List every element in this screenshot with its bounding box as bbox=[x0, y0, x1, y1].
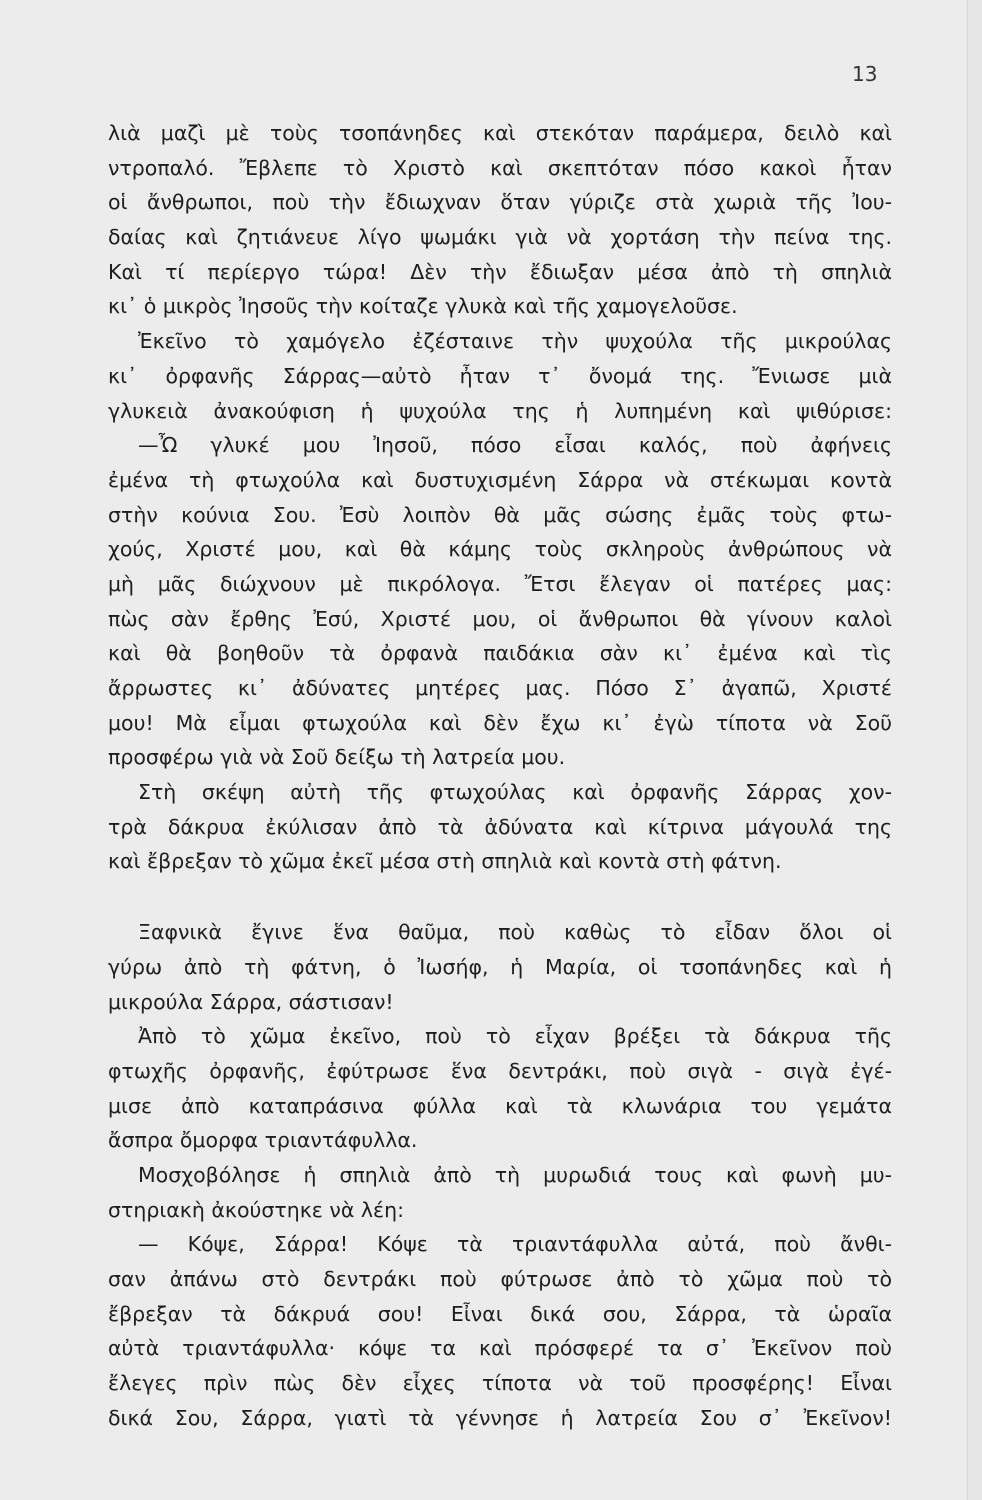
text-line: σαν ἀπάνω στὸ δεντράκι ποὺ φύτρωσε ἀπὸ τὸ χῶμα ποὺ τὸ bbox=[108, 1267, 892, 1291]
text-line: πὼς σὰν ἔρθης Ἐσύ, Χριστέ μου, οἱ ἄνθρωποι θὰ γίνουν καλοὶ bbox=[108, 606, 892, 631]
text-line: δικά Σου, Σάρρα, γιατὶ τὰ γέννησε ἡ λατρεία Σου σ᾽ Ἐκεῖνον! bbox=[108, 1405, 892, 1430]
text-line: στηριακὴ ἀκούστηκε νὰ λέη: bbox=[108, 1197, 404, 1222]
text-line: Μοσχοβόλησε ἡ σπηλιὰ ἀπὸ τὴ μυρωδιά τους καὶ φωνὴ μυ- bbox=[138, 1162, 892, 1187]
text-line: Στὴ σκέψη αὐτὴ τῆς φτωχούλας καὶ ὀρφανῆς Σάρρας χον- bbox=[138, 780, 892, 805]
text-line: — Κόψε, Σάρρα! Κόψε τὰ τριαντάφυλλα αὐτά, ποὺ ἄνθι- bbox=[138, 1232, 892, 1257]
text-line: φτωχῆς ὀρφανῆς, ἐφύτρωσε ἕνα δεντράκι, ποὺ σιγὰ - σιγὰ ἐγέ- bbox=[108, 1058, 892, 1083]
text-line: προσφέρω γιὰ νὰ Σοῦ δείξω τὴ λατρεία μου. bbox=[108, 745, 566, 770]
text-line: Ἐκεῖνο τὸ χαμόγελο ἐζέσταινε τὴν ψυχούλα τῆς μικρούλας bbox=[138, 329, 892, 354]
text-line: ἔλεγες πρὶν πὼς δὲν εἶχες τίποτα νὰ τοῦ προσφέρης! Εἶναι bbox=[108, 1371, 892, 1396]
text-line: Ξαφνικὰ ἔγινε ἕνα θαῦμα, ποὺ καθὼς τὸ εἶδαν ὅλοι οἱ bbox=[138, 920, 892, 945]
text-line: μὴ μᾶς διώχνουν μὲ πικρόλογα. Ἔτσι ἔλεγαν οἱ πατέρες μας: bbox=[108, 571, 892, 596]
text-line: ἄσπρα ὄμορφα τριαντάφυλλα. bbox=[108, 1128, 418, 1153]
section-gap bbox=[108, 879, 892, 915]
text-line: ἔβρεξαν τὰ δάκρυά σου! Εἶναι δικά σου, Σάρρα, τὰ ὡραῖα bbox=[108, 1301, 892, 1326]
text-line: κι᾽ ὀρφανῆς Σάρρας—αὐτὸ ἦταν τ᾽ ὄνομά της. Ἔνιωσε μιὰ bbox=[108, 363, 892, 388]
text-line: —Ὦ γλυκέ μου Ἰησοῦ, πόσο εἶσαι καλός, ποὺ ἀφήνεις bbox=[138, 433, 892, 458]
text-line: λιὰ μαζὶ μὲ τοὺς τσοπάνηδες καὶ στεκόταν παράμερα, δειλὸ καὶ bbox=[108, 121, 892, 145]
text-section-2 bbox=[108, 915, 892, 1435]
text-line: καὶ θὰ βοηθοῦν τὰ ὀρφανὰ παιδάκια σὰν κι᾽ ἐμένα καὶ τὶς bbox=[108, 641, 892, 666]
text-line: Ἀπὸ τὸ χῶμα ἐκεῖνο, ποὺ τὸ εἶχαν βρέξει τὰ δάκρυα τῆς bbox=[138, 1024, 892, 1049]
text-line: μισε ἀπὸ καταπράσινα φύλλα καὶ τὰ κλωνάρια του γεμάτα bbox=[108, 1093, 892, 1118]
text-line: γύρω ἀπὸ τὴ φάτνη, ὁ Ἰωσήφ, ἡ Μαρία, οἱ τσοπάνηδες καὶ ἡ bbox=[108, 954, 892, 979]
text-line: χούς, Χριστέ μου, καὶ θὰ κάμης τοὺς σκληροὺς ἀνθρώπους νὰ bbox=[108, 537, 892, 562]
page-number: 13 bbox=[852, 62, 878, 86]
text-line: αὐτὰ τριαντάφυλλα· κόψε τα καὶ πρόσφερέ τα σ᾽ Ἐκεῖνον ποὺ bbox=[108, 1336, 892, 1361]
text-line: οἱ ἄνθρωποι, ποὺ τὴν ἔδιωχναν ὅταν γύριζε στὰ χωριὰ τῆς Ἰου- bbox=[108, 190, 892, 215]
text-line: Καὶ τί περίεργο τώρα! Δὲν τὴν ἔδιωξαν μέσα ἀπὸ τὴ σπηλιὰ bbox=[108, 259, 892, 284]
text-line: γλυκειὰ ἀνακούφιση ἡ ψυχούλα της ἡ λυπημένη καὶ ψιθύρισε: bbox=[108, 398, 892, 423]
text-line: ντροπαλό. Ἔβλεπε τὸ Χριστὸ καὶ σκεπτόταν πόσο κακοὶ ἦταν bbox=[108, 155, 892, 180]
text-line: ἄρρωστες κι᾽ ἀδύνατες μητέρες μας. Πόσο Σ᾽ ἀγαπῶ, Χριστέ bbox=[108, 676, 892, 700]
text-line: δαίας καὶ ζητιάνευε λίγο ψωμάκι γιὰ νὰ χορτάση τὴν πείνα της. bbox=[108, 225, 892, 250]
text-line: στὴν κούνια Σου. Ἐσὺ λοιπὸν θὰ μᾶς σώσης ἐμᾶς τοὺς φτω- bbox=[108, 502, 892, 527]
text-line: μικρούλα Σάρρα, σάστισαν! bbox=[108, 989, 394, 1014]
text-line: κι᾽ ὁ μικρὸς Ἰησοῦς τὴν κοίταζε γλυκὰ καὶ τῆς χαμογελοῦσε. bbox=[108, 294, 738, 319]
text-line: ἐμένα τὴ φτωχούλα καὶ δυστυχισμένη Σάρρα νὰ στέκωμαι κοντὰ bbox=[108, 467, 892, 492]
text-section-1 bbox=[108, 116, 892, 879]
page-edge bbox=[967, 0, 982, 1500]
text-line: καὶ ἔβρεξαν τὸ χῶμα ἐκεῖ μέσα στὴ σπηλιὰ καὶ κοντὰ στὴ φάτνη. bbox=[108, 849, 782, 874]
body-text bbox=[108, 116, 892, 1435]
text-line: τρὰ δάκρυα ἐκύλισαν ἀπὸ τὰ ἀδύνατα καὶ κίτρινα μάγουλά της bbox=[108, 814, 892, 839]
text-line: μου! Μὰ εἶμαι φτωχούλα καὶ δὲν ἔχω κι᾽ ἐγὼ τίποτα νὰ Σοῦ bbox=[108, 710, 892, 735]
